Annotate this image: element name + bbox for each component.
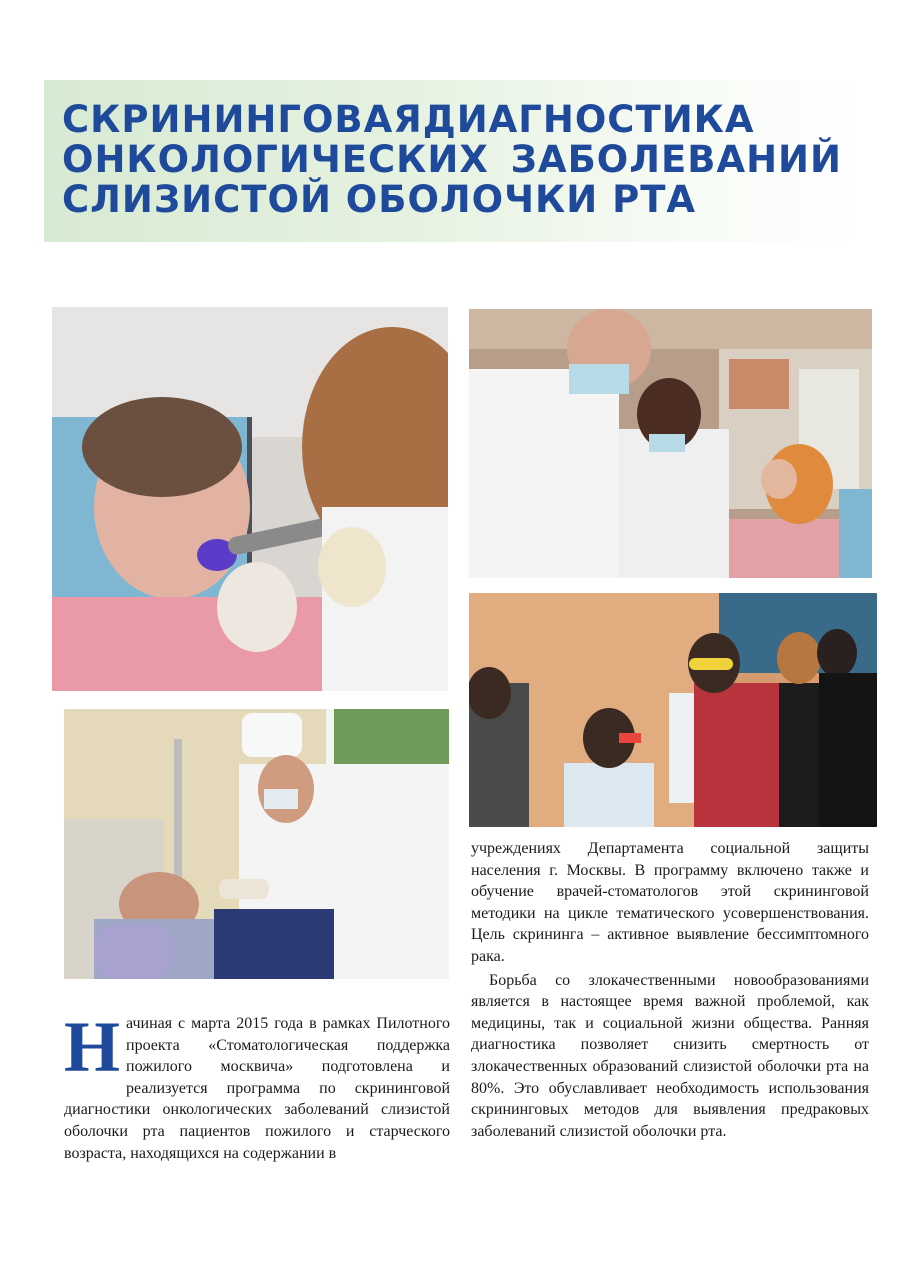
article-paragraph-2: Борьба со злокачественными новообразованиями является в настоящее время важной проблемой, как медицины, так и социальной жизни общества. Ранняя диагностика позволяет снизить смертность от злокачественных образований слизистой оболочки рта на 80%. Это обуславливает необходимость использования скрининговых методов для выявления предраковых заболеваний слизистой оболочки рта. [471, 971, 869, 1140]
title-word: ДИАГНОСТИКА [422, 98, 755, 141]
title-word: ЗАБОЛЕВАНИЙ [510, 138, 842, 181]
title-line-2 [62, 140, 842, 180]
article-lead-text: ачиная с марта 2015 года в рамках Пилотного проекта «Стоматологическая поддержка пожилого москвича» подготовлена и реализуется программа по скрининговой диагностики онкологических заболеваний слизистой оболочки рта пациентов пожилого и старческого возраста, находящихся на содержании в [64, 1015, 450, 1162]
photo-dentist-with-patient-image [64, 709, 449, 979]
title-word: ОНКОЛОГИЧЕСКИХ [62, 138, 489, 181]
drop-cap: Н [64, 1007, 121, 1087]
article-column-right [471, 838, 869, 1142]
article-column-left [64, 1007, 450, 1164]
article-paragraph-continued: учреждениях Департамента социальной защиты населения г. Москвы. В программу включено также и обучение врачей-стоматологов этой скрининговой методики на цикле тематического усовершенствования. Цель скрининга – активное выявление бессимптомного рака. [471, 840, 869, 965]
title-line-3: СЛИЗИСТОЙ ОБОЛОЧКИ РТА [62, 178, 697, 221]
title-word: СКРИНИНГОВАЯ [62, 98, 423, 141]
photo-patient-screening-lamp [52, 307, 448, 691]
photo-doctors-examining-image [469, 309, 872, 578]
photo-group-protective-glasses [469, 593, 877, 827]
photo-patient-screening-lamp-image [52, 307, 448, 691]
photo-doctors-examining [469, 309, 872, 578]
page-title [62, 100, 862, 220]
title-line-1 [62, 100, 842, 140]
photo-dentist-with-patient [64, 709, 449, 979]
article-lead-paragraph [64, 1007, 450, 1164]
photo-group-protective-glasses-image [469, 593, 877, 827]
